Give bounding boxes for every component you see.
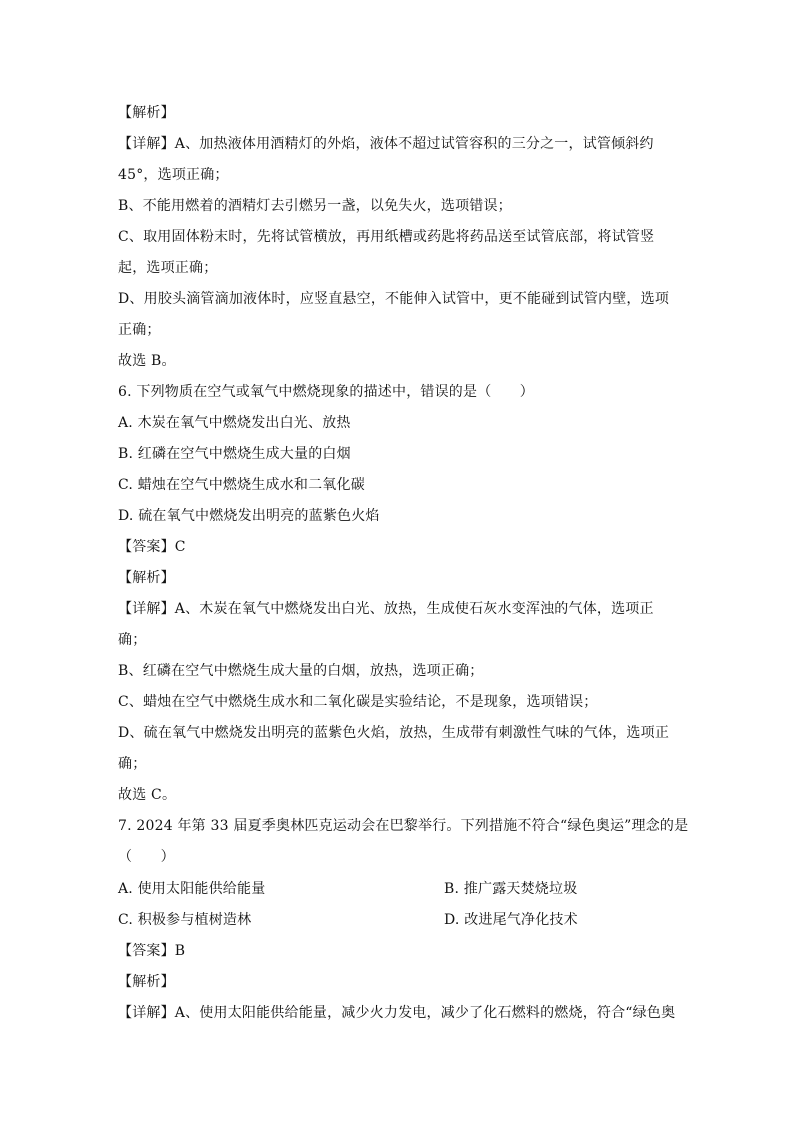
- analysis-heading: 【解析】: [118, 570, 175, 586]
- explanation-text: 正确；: [118, 322, 161, 338]
- conclusion-text: 故选 C。: [118, 787, 177, 803]
- answer-label: 【答案】C: [118, 539, 186, 555]
- question-7-option-c: C. 积极参与植树造林: [118, 912, 252, 928]
- question-7-option-a: A. 使用太阳能供给能量: [118, 881, 266, 897]
- explanation-text: 【详解】A、使用太阳能供给能量，减少火力发电，减少了化石燃料的燃烧，符合“绿色奥: [118, 1005, 676, 1021]
- explanation-text: B、不能用燃着的酒精灯去引燃另一盏，以免失火，选项错误；: [118, 198, 512, 214]
- explanation-text: C、蜡烛在空气中燃烧生成水和二氧化碳是实验结论，不是现象，选项错误；: [118, 694, 598, 710]
- answer-label: 【答案】B: [118, 943, 186, 959]
- question-7-stem-bracket: （ ）: [118, 849, 175, 865]
- question-7-option-b: B. 推广露天焚烧垃圾: [444, 881, 578, 897]
- question-6-option-a: A. 木炭在氧气中燃烧发出白光、放热: [118, 415, 351, 431]
- explanation-text: 【详解】A、加热液体用酒精灯的外焰，液体不超过试管容积的三分之一，试管倾斜约: [118, 136, 654, 152]
- explanation-text: D、用胶头滴管滴加液体时，应竖直悬空，不能伸入试管中，更不能碰到试管内壁，选项: [118, 291, 670, 307]
- question-7-stem: 7. 2024 年第 33 届夏季奥林匹克运动会在巴黎举行。下列措施不符合“绿色奥运”理念的是: [118, 818, 689, 834]
- question-6-option-b: B. 红磷在空气中燃烧生成大量的白烟: [118, 446, 351, 462]
- conclusion-text: 故选 B。: [118, 353, 176, 369]
- explanation-text: 确；: [118, 756, 147, 772]
- explanation-text: D、硫在氧气中燃烧发出明亮的蓝紫色火焰，放热，生成带有刺激性气味的气体，选项正: [118, 725, 670, 741]
- question-6-option-d: D. 硫在氧气中燃烧发出明亮的蓝紫色火焰: [118, 508, 380, 524]
- analysis-heading: 【解析】: [118, 105, 175, 121]
- explanation-text: 确；: [118, 632, 147, 648]
- analysis-heading: 【解析】: [118, 974, 175, 990]
- question-6-option-c: C. 蜡烛在空气中燃烧生成水和二氧化碳: [118, 477, 365, 493]
- question-7-option-d: D. 改进尾气净化技术: [444, 912, 578, 928]
- question-6-stem: 6. 下列物质在空气或氧气中燃烧现象的描述中，错误的是（ ）: [118, 384, 535, 400]
- explanation-text: 起，选项正确；: [118, 260, 218, 276]
- explanation-text: C、取用固体粉末时，先将试管横放，再用纸槽或药匙将药品送至试管底部，将试管竖: [118, 229, 655, 245]
- explanation-text: B、红磷在空气中燃烧生成大量的白烟，放热，选项正确；: [118, 663, 484, 679]
- explanation-text: 【详解】A、木炭在氧气中燃烧发出白光、放热，生成使石灰水变浑浊的气体，选项正: [118, 601, 654, 617]
- explanation-text: 45°，选项正确；: [118, 167, 229, 183]
